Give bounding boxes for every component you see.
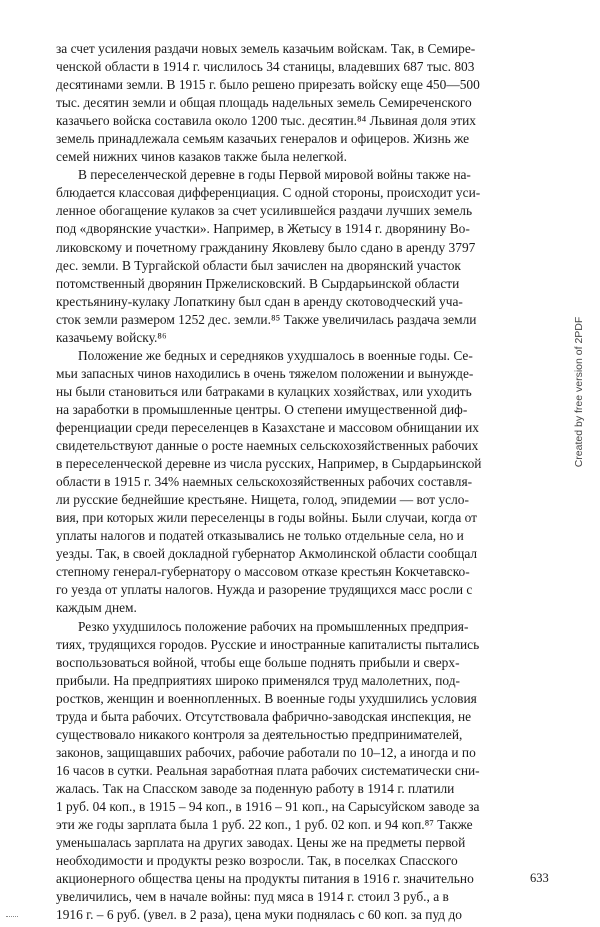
text-line: сток земли размером 1252 дес. земли.⁸⁵ Также увеличилась раздача земли <box>56 311 477 327</box>
text-line: акционерного общества цены на продукты питания в 1916 г. значительно <box>56 871 474 887</box>
text-line: в переселенческой деревне из числа русских, Например, в Сырдарьинской <box>56 456 482 472</box>
text-line: тыс. десятин земли и общая площадь надельных земель Семиреченского <box>56 95 472 111</box>
text-line: уменьшалась зарплата на других заводах. Цены же на предметы первой <box>56 835 466 851</box>
text-line: области в 1915 г. 34% наемных сельскохозяйственных рабочих составля- <box>56 474 473 490</box>
text-line: 16 часов в сутки. Реальная заработная плата рабочих систематически сни- <box>56 762 480 778</box>
text-line: потомственный дворянин Пржелисковский. В Сырдарьинской области <box>56 275 460 291</box>
text-line: го уезда от уплаты налогов. Нужда и разорение трудящихся масс росли с <box>56 582 473 598</box>
text-line: казачьего войска составила около 1200 тыс. десятин.⁸⁴ Львиная доля этих <box>56 113 476 129</box>
corner-scan-mark <box>6 916 18 917</box>
text-line: каждым днем. <box>56 600 137 616</box>
text-line: ференциации среди переселенцев в Казахстане и массовом обнищании их <box>56 419 479 435</box>
text-line: жалась. Так на Спасском заводе за поденную работу в 1914 г. платили <box>56 780 455 796</box>
text-line: степному генерал-губернатору о массовом отказе крестьян Кокчетавско- <box>56 564 470 580</box>
text-line: увеличились, чем в начале войны: пуд мяса в 1914 г. стоил 3 руб., а в <box>56 889 449 905</box>
text-line: воспользоваться войной, чтобы еще больше поднять прибыли и сверх- <box>56 654 460 670</box>
paragraph <box>56 618 556 925</box>
text-line: 1916 г. – 6 руб. (увел. в 2 раза), цена муки поднялась с 60 коп. за пуд до <box>56 907 462 923</box>
text-line: прибыли. На предприятиях широко применялся труд малолетних, под- <box>56 672 460 688</box>
text-line: Положение же бедных и середняков ухудшалось в военные годы. Се- <box>78 347 473 363</box>
text-line: блюдается классовая дифференциация. С одной стороны, происходит уси- <box>56 185 481 201</box>
text-line: ли русские беднейшие крестьяне. Нищета, голод, эпидемии — вот усло- <box>56 492 469 508</box>
text-line: вия, при которых жили переселенцы в годы войны. Были случаи, когда от <box>56 510 478 526</box>
text-line: земель принадлежала семьям казачьих генералов и офицеров. Жизнь же <box>56 131 470 147</box>
text-line: Резко ухудшилось положение рабочих на промышленных предприя- <box>78 618 469 634</box>
watermark-text: Created by free version of 2PDF <box>573 316 585 468</box>
text-line: законов, защищавших рабочих, рабочие работали по 10–12, а иногда и по <box>56 744 476 760</box>
text-line: В переселенческой деревне в годы Первой мировой войны также на- <box>78 167 471 183</box>
text-line: эти же годы зарплата была 1 руб. 22 коп., 1 руб. 02 коп. и 94 коп.⁸⁷ Также <box>56 817 473 833</box>
text-line: на заработки в промышленные центры. О степени имущественной диф- <box>56 401 468 417</box>
text-line: уплаты налогов и податей отказывались не только отдельные села, но и <box>56 528 464 544</box>
paragraph <box>56 40 556 166</box>
text-line: под «дворянские участки». Например, в Жетысу в 1914 г. дворянину Во- <box>56 221 470 237</box>
paragraph <box>56 347 556 618</box>
text-line: за счет усиления раздачи новых земель казачьим войскам. Так, в Семире- <box>56 41 476 56</box>
page-number: 633 <box>530 871 549 885</box>
text-line: ченской области в 1914 г. числилось 34 станицы, владевших 687 тыс. 803 <box>56 59 475 75</box>
text-line: существовало никакого контроля за деятельностью предпринимателей, <box>56 726 463 742</box>
text-line: ликовскому и почетному гражданину Яковлеву было сдано в аренду 3797 <box>56 239 476 255</box>
text-line: необходимости и продукты резко возросли. Так, в поселках Спасского <box>56 853 458 869</box>
text-line: ны были становиться или батраками в кулацких хозяйствах, или уходить <box>56 383 472 399</box>
text-line: труда и быта рабочих. Отсутствовала фабрично-заводская инспекция, не <box>56 708 472 724</box>
text-line: казачьему войску.⁸⁶ <box>56 329 167 345</box>
text-line: тиях, трудящихся городов. Русские и иностранные капиталисты пытались <box>56 636 480 652</box>
text-line: дес. земли. В Тургайской области был зачислен на дворянский участок <box>56 257 461 273</box>
paragraph <box>56 166 556 346</box>
text-line: уезды. Так, в своей докладной губернатор Акмолинской области сообщал <box>56 546 478 562</box>
text-line: мьи запасных чинов находились в очень тяжелом положении и вынужде- <box>56 365 474 381</box>
text-line: крестьянину-кулаку Лопаткину был сдан в аренду скотоводческий уча- <box>56 293 463 309</box>
text-line: ленное обогащение кулаков за счет усилившейся раздачи лучших земель <box>56 203 473 219</box>
text-line: ростков, женщин и военнопленных. В военные годы ухудшились условия <box>56 690 477 706</box>
text-line: 1 руб. 04 коп., в 1915 – 94 коп., в 1916 – 91 коп., на Сарысуйском заводе за <box>56 798 480 814</box>
text-line: семей нижних чинов казаков также была нелегкой. <box>56 149 347 165</box>
text-line: десятинами земли. В 1915 г. было решено прирезать войску еще 450—500 <box>56 77 480 93</box>
page-text <box>56 40 556 924</box>
text-line: свидетельствуют данные о росте наемных сельскохозяйственных рабочих <box>56 438 479 454</box>
